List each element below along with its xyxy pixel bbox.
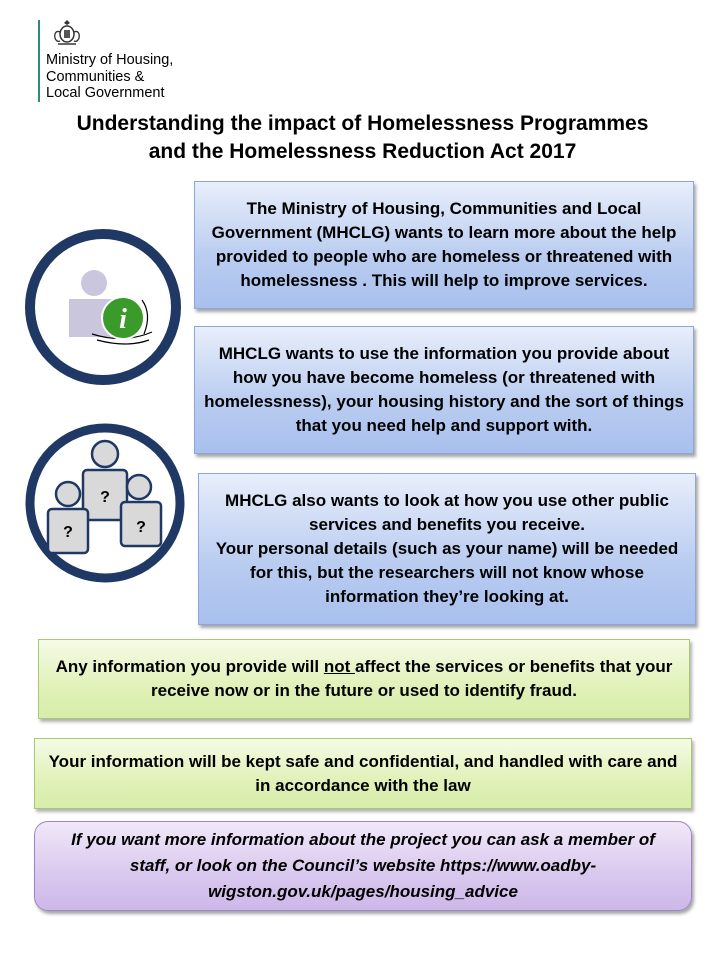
info-use-text: MHCLG wants to use the information you provide about how you have become homeless (or threatened with homelessness), your housing history and the sort of things that you need help and support with. [204, 344, 684, 435]
not-affect-emphasis: not [323, 657, 355, 676]
not-affect-box [38, 639, 690, 719]
logo-bar [38, 20, 40, 102]
not-affect-pre: Any information you provide will [55, 657, 324, 676]
svg-text:?: ? [100, 489, 110, 506]
person-info-icon [22, 226, 184, 388]
org-name: Ministry of Housing, Communities & Local Government [46, 52, 174, 101]
not-affect-post: affect the services or benefits that your receive now or in the future or used to identify fraud. [151, 657, 673, 700]
services-text: MHCLG also wants to look at how you use other public services and benefits you receive. Your personal details (such as your name) will be needed for this, but the researchers will not know whose information they’re looking at. [215, 491, 679, 606]
royal-crest-icon [50, 18, 84, 48]
safe-text: Your information will be kept safe and confidential, and handled with care and in accordance with the law [48, 751, 678, 795]
more-info-box [34, 821, 692, 911]
more-info-text: If you want more information about the project you can ask a member of staff, or look on the Council’s website https://www.oadby-wigston.gov.uk/pages/housing_advice [71, 830, 655, 901]
services-box [198, 473, 696, 625]
svg-text:?: ? [63, 524, 73, 541]
intro-text: The Ministry of Housing, Communities and Local Government (MHCLG) wants to learn more about the help provided to people who are homeless or threatened with homelessness . This will help to improve services. [211, 199, 677, 290]
svg-text:i: i [119, 304, 127, 335]
page-title: Understanding the impact of Homelessness Programmes and the Homelessness Reduction Act 2017 [76, 112, 649, 163]
svg-text:?: ? [136, 519, 146, 536]
info-use-box [194, 326, 694, 454]
not-affect-text [47, 655, 681, 703]
safe-box [34, 738, 692, 809]
intro-box [194, 181, 694, 309]
group-question-icon [22, 420, 188, 586]
